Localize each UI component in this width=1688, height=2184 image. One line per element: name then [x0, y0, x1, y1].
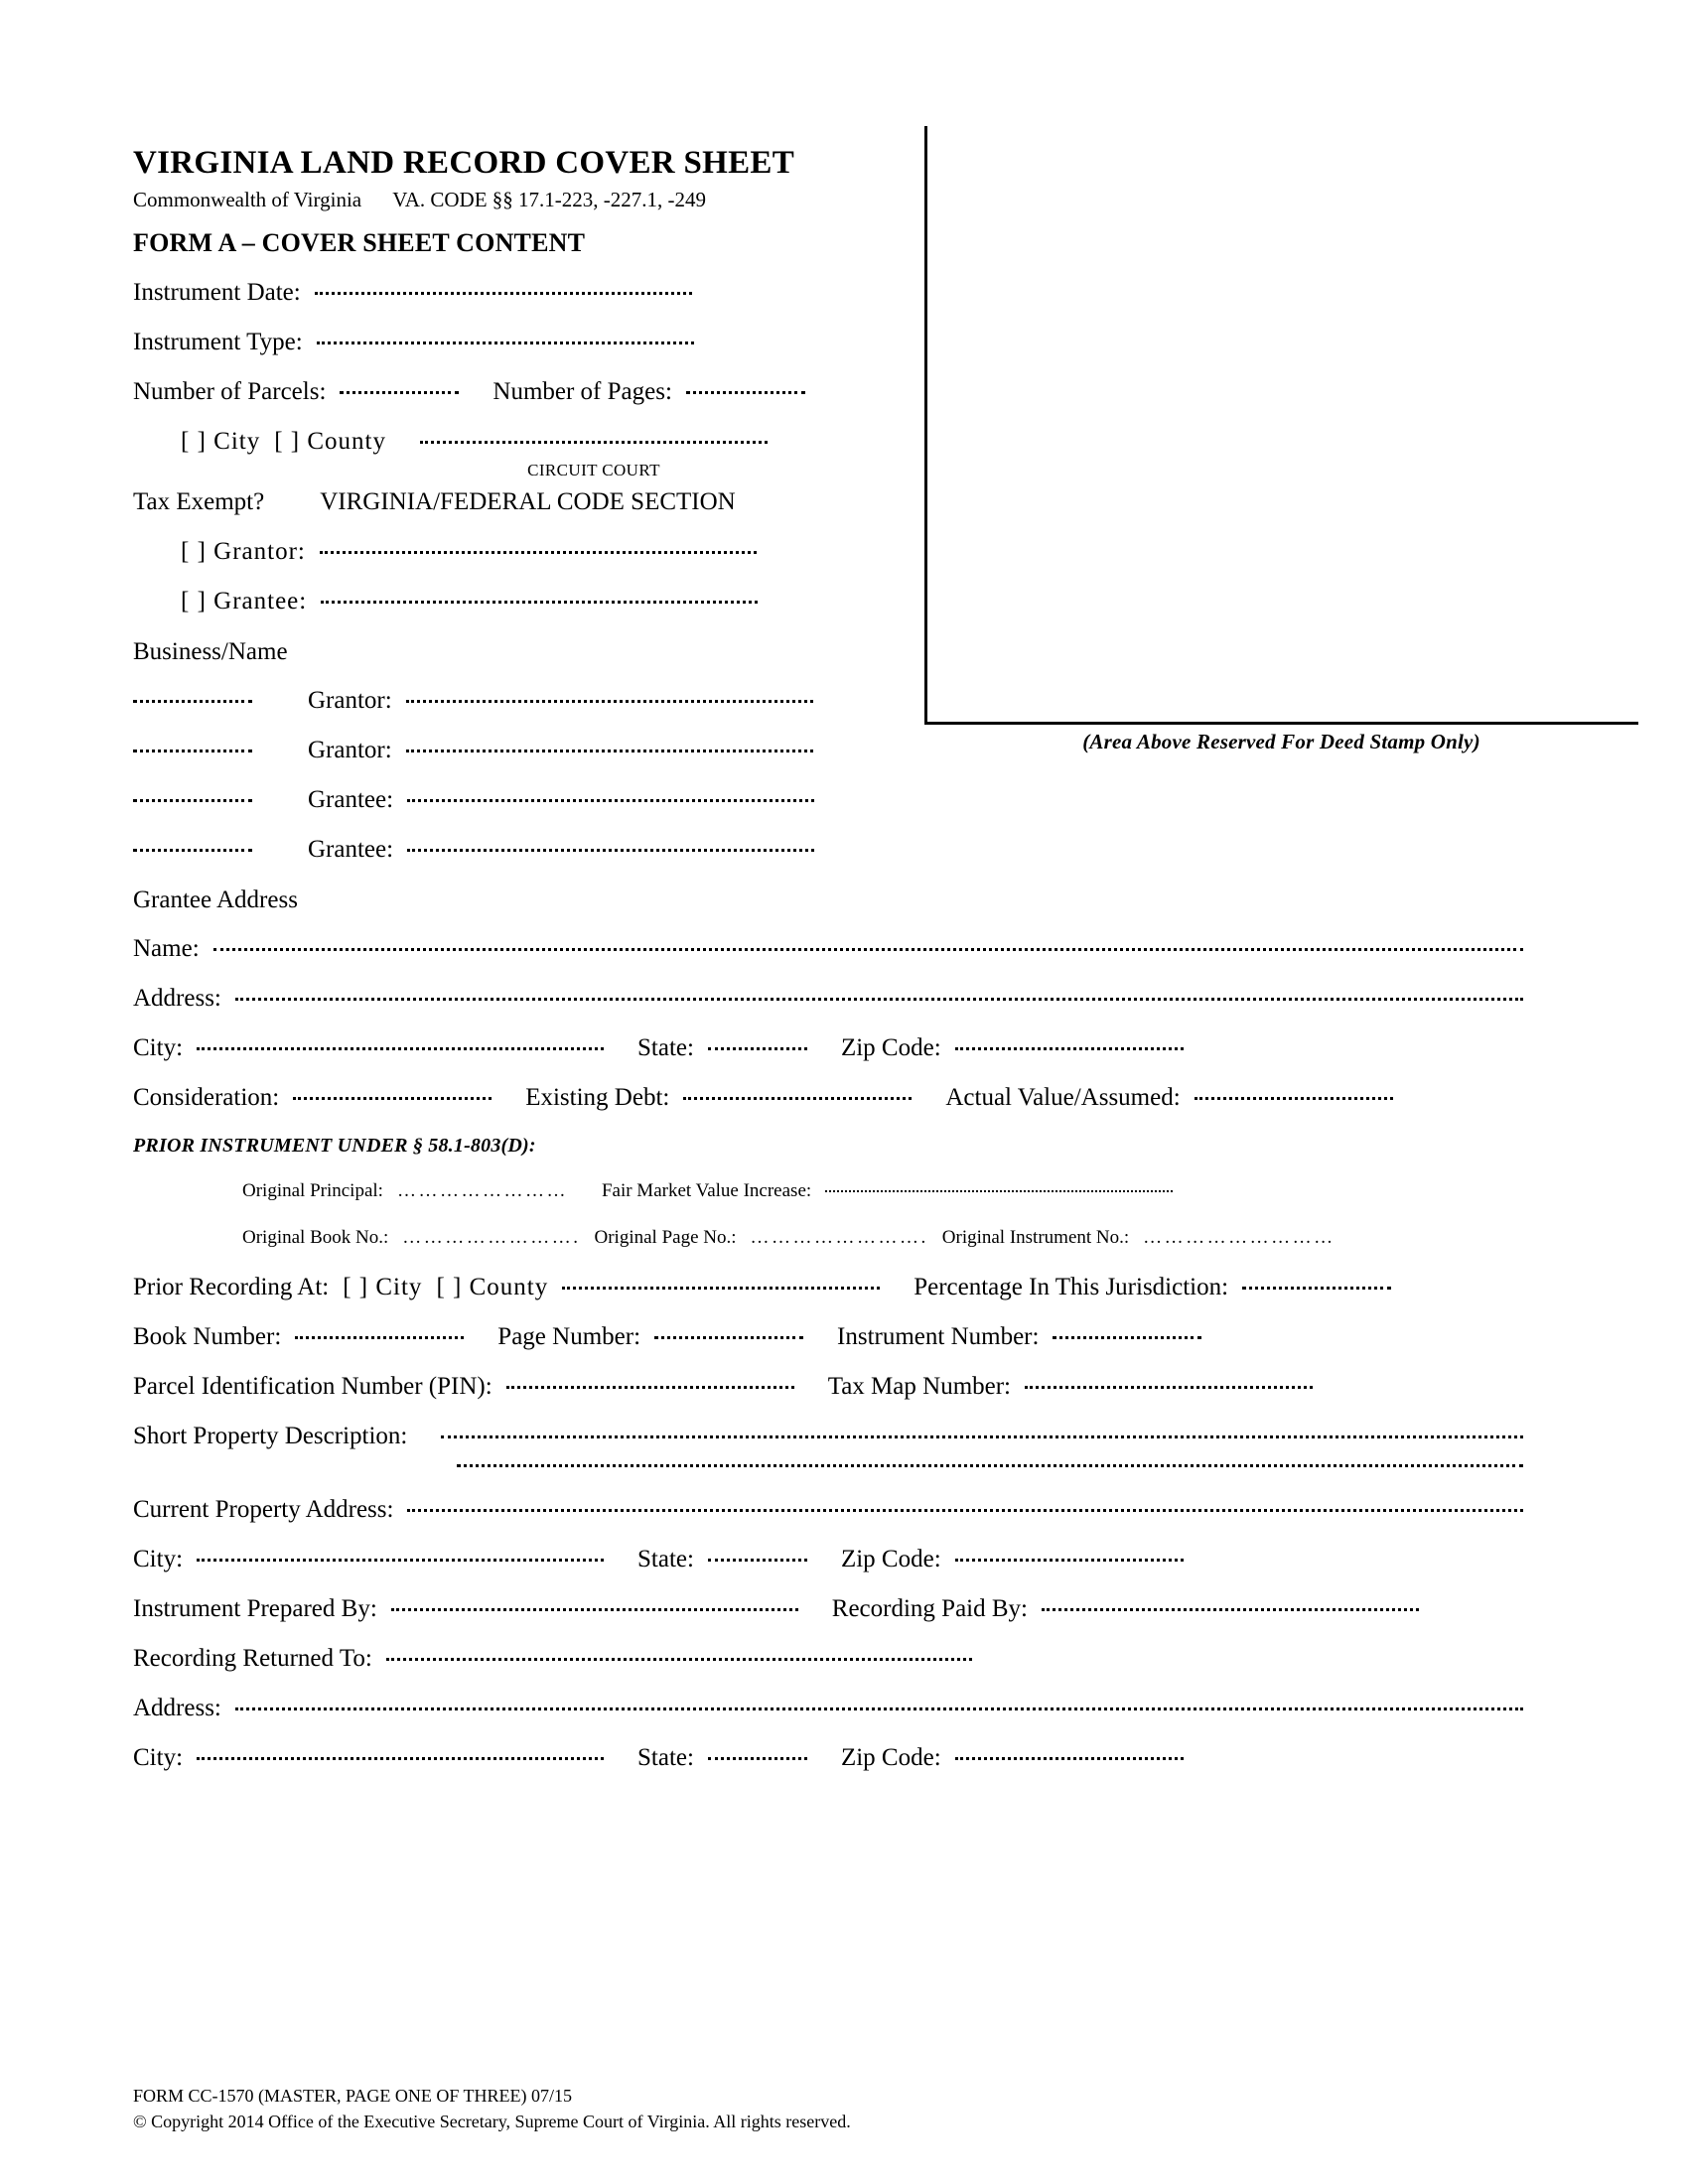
grantor-2-type-input[interactable]	[133, 750, 252, 752]
fair-market-value-increase-label: Fair Market Value Increase:	[601, 1179, 812, 1201]
tax-exempt-label: Tax Exempt?	[133, 487, 265, 515]
form-a-heading: FORM A – COVER SHEET CONTENT	[133, 227, 586, 257]
pin-input[interactable]	[506, 1386, 794, 1389]
grantee-address-label: Address:	[133, 984, 221, 1012]
grantee-address-heading: Grantee Address	[133, 886, 298, 913]
property-city-label: City:	[133, 1545, 184, 1572]
percentage-jurisdiction-input[interactable]	[1242, 1287, 1391, 1290]
code-section-label: VIRGINIA/FEDERAL CODE SECTION	[320, 487, 736, 515]
row-property-city-state-zip	[133, 1547, 1523, 1571]
pin-label: Parcel Identification Number (PIN):	[133, 1372, 492, 1400]
prior-recording-court-input[interactable]	[562, 1287, 880, 1290]
row-book-page-instrument	[133, 1324, 1523, 1349]
row-short-property-description-continued	[457, 1469, 1523, 1472]
original-book-no-input[interactable]: …………………….	[402, 1226, 581, 1248]
original-page-no-input[interactable]: …………………….	[750, 1226, 928, 1248]
row-grantor-1	[133, 688, 1523, 713]
row-consideration	[133, 1085, 1523, 1110]
prior-recording-at-label: Prior Recording At:	[133, 1273, 330, 1300]
row-return-city-state-zip	[133, 1745, 1523, 1770]
number-of-parcels-label: Number of Parcels:	[133, 377, 327, 405]
row-original-book-page-instrument	[133, 1228, 1523, 1247]
return-city-input[interactable]	[197, 1757, 604, 1760]
property-city-input[interactable]	[197, 1559, 604, 1562]
return-state-label: State:	[637, 1743, 694, 1771]
circuit-court-caption: CIRCUIT COURT	[527, 460, 660, 479]
consideration-label: Consideration:	[133, 1083, 280, 1111]
grantee-exempt-checkbox[interactable]: [ ] Grantee:	[181, 587, 308, 614]
prior-recording-county-checkbox[interactable]: [ ] County	[436, 1273, 549, 1300]
instrument-date-label: Instrument Date:	[133, 278, 301, 306]
grantor-exempt-input[interactable]	[320, 551, 757, 554]
number-of-pages-label: Number of Pages:	[492, 377, 672, 405]
actual-value-input[interactable]	[1195, 1097, 1393, 1100]
grantee-1-type-input[interactable]	[133, 799, 252, 802]
grantor-1-type-input[interactable]	[133, 700, 252, 703]
instrument-type-input[interactable]	[317, 341, 694, 344]
original-instrument-no-input[interactable]: ………………………	[1143, 1226, 1336, 1248]
row-instrument-date	[133, 280, 1523, 305]
circuit-court-input[interactable]	[420, 441, 768, 444]
row-grantee-2	[133, 837, 1523, 862]
grantee-zip-input[interactable]	[955, 1047, 1184, 1050]
city-checkbox[interactable]: [ ] City	[181, 427, 261, 455]
short-property-description-input-line2[interactable]	[457, 1464, 1523, 1467]
header-subline	[133, 188, 1523, 212]
row-instrument-type	[133, 330, 1523, 354]
grantee-2-label: Grantee:	[308, 835, 394, 863]
row-prior-recording	[133, 1275, 1523, 1299]
tax-map-number-label: Tax Map Number:	[827, 1372, 1012, 1400]
grantee-name-input[interactable]	[213, 948, 1523, 951]
tax-map-number-input[interactable]	[1025, 1386, 1313, 1389]
current-property-address-input[interactable]	[407, 1509, 1523, 1512]
return-address-label: Address:	[133, 1694, 221, 1721]
short-property-description-input[interactable]	[441, 1435, 1523, 1438]
recording-paid-by-label: Recording Paid By:	[831, 1594, 1028, 1622]
row-tax-exempt	[133, 489, 1523, 514]
form-id-text: FORM CC-1570 (MASTER, PAGE ONE OF THREE) 07/15	[133, 2086, 573, 2106]
row-exempt-grantor	[133, 539, 1523, 564]
grantee-1-input[interactable]	[407, 799, 814, 802]
recording-paid-by-input[interactable]	[1042, 1608, 1419, 1611]
recording-returned-to-input[interactable]	[386, 1658, 972, 1661]
code-citation: VA. CODE §§ 17.1-223, -227.1, -249	[392, 187, 707, 211]
grantee-city-label: City:	[133, 1033, 184, 1061]
form-content	[133, 145, 1523, 1795]
grantee-name-label: Name:	[133, 934, 200, 962]
return-zip-label: Zip Code:	[840, 1743, 941, 1771]
business-name-heading: Business/Name	[133, 637, 288, 665]
row-prepared-paid	[133, 1596, 1523, 1621]
row-pin-taxmap	[133, 1374, 1523, 1399]
page-title: VIRGINIA LAND RECORD COVER SHEET	[133, 145, 795, 181]
return-zip-input[interactable]	[955, 1757, 1184, 1760]
actual-value-label: Actual Value/Assumed:	[945, 1083, 1181, 1111]
prior-recording-city-checkbox[interactable]: [ ] City	[343, 1273, 423, 1300]
grantor-2-input[interactable]	[406, 750, 813, 752]
recording-returned-to-label: Recording Returned To:	[133, 1644, 372, 1672]
number-of-pages-input[interactable]	[686, 391, 805, 394]
county-checkbox[interactable]: [ ] County	[274, 427, 386, 455]
original-principal-label: Original Principal:	[242, 1179, 383, 1201]
original-instrument-no-label: Original Instrument No.:	[941, 1226, 1130, 1248]
instrument-number-input[interactable]	[1053, 1336, 1201, 1339]
row-current-property-address	[133, 1497, 1523, 1522]
grantee-exempt-input[interactable]	[321, 601, 758, 604]
row-parcels-pages	[133, 379, 1523, 404]
return-city-label: City:	[133, 1743, 184, 1771]
number-of-parcels-input[interactable]	[340, 391, 459, 394]
original-book-no-label: Original Book No.:	[242, 1226, 389, 1248]
original-principal-input[interactable]: ……………………	[396, 1179, 568, 1201]
page-number-label: Page Number:	[497, 1322, 641, 1350]
instrument-number-label: Instrument Number:	[837, 1322, 1040, 1350]
return-state-input[interactable]	[708, 1757, 807, 1760]
grantee-city-input[interactable]	[197, 1047, 604, 1050]
row-grantee-name	[133, 936, 1523, 961]
fair-market-value-increase-input[interactable]	[825, 1190, 1173, 1192]
commonwealth-label: Commonwealth of Virginia	[133, 187, 362, 211]
row-short-property-description	[133, 1424, 1523, 1448]
row-city-county-court	[133, 427, 1523, 479]
short-property-description-label: Short Property Description:	[133, 1422, 408, 1449]
property-zip-label: Zip Code:	[840, 1545, 941, 1572]
instrument-prepared-by-label: Instrument Prepared By:	[133, 1594, 377, 1622]
property-zip-input[interactable]	[955, 1559, 1184, 1562]
row-return-address	[133, 1696, 1523, 1720]
property-state-input[interactable]	[708, 1559, 807, 1562]
return-address-input[interactable]	[235, 1707, 1523, 1710]
grantee-state-input[interactable]	[708, 1047, 807, 1050]
instrument-prepared-by-input[interactable]	[391, 1608, 798, 1611]
instrument-date-input[interactable]	[315, 292, 692, 295]
grantee-address-input[interactable]	[235, 998, 1523, 1001]
prior-instrument-heading: PRIOR INSTRUMENT UNDER § 58.1-803(D):	[133, 1134, 536, 1157]
instrument-type-label: Instrument Type:	[133, 328, 303, 355]
row-recording-returned-to	[133, 1646, 1523, 1671]
circuit-court-group	[420, 446, 768, 479]
grantor-1-input[interactable]	[406, 700, 813, 703]
row-grantee-address	[133, 986, 1523, 1011]
grantee-2-input[interactable]	[407, 849, 814, 852]
original-page-no-label: Original Page No.:	[594, 1226, 737, 1248]
row-grantee-city-state-zip	[133, 1035, 1523, 1060]
page-number-input[interactable]	[654, 1336, 803, 1339]
book-number-input[interactable]	[295, 1336, 464, 1339]
grantor-exempt-checkbox[interactable]: [ ] Grantor:	[181, 537, 306, 565]
grantor-1-label: Grantor:	[308, 686, 392, 714]
percentage-jurisdiction-label: Percentage In This Jurisdiction:	[914, 1273, 1229, 1300]
current-property-address-label: Current Property Address:	[133, 1495, 394, 1523]
book-number-label: Book Number:	[133, 1322, 282, 1350]
existing-debt-label: Existing Debt:	[525, 1083, 670, 1111]
row-grantor-2	[133, 738, 1523, 762]
page-footer	[133, 2083, 851, 2134]
deed-stamp-caption: (Area Above Reserved For Deed Stamp Only)	[1082, 730, 1480, 753]
grantee-zip-label: Zip Code:	[840, 1033, 941, 1061]
grantee-state-label: State:	[637, 1033, 694, 1061]
row-original-principal	[133, 1181, 1523, 1200]
property-state-label: State:	[637, 1545, 694, 1572]
grantor-2-label: Grantor:	[308, 736, 392, 763]
grantee-2-type-input[interactable]	[133, 849, 252, 852]
existing-debt-input[interactable]	[683, 1097, 912, 1100]
consideration-input[interactable]	[293, 1097, 492, 1100]
row-exempt-grantee	[133, 589, 1523, 614]
grantee-1-label: Grantee:	[308, 785, 394, 813]
copyright-text: © Copyright 2014 Office of the Executive Secretary, Supreme Court of Virginia. All rights reserved.	[133, 2112, 851, 2132]
row-grantee-1	[133, 787, 1523, 812]
